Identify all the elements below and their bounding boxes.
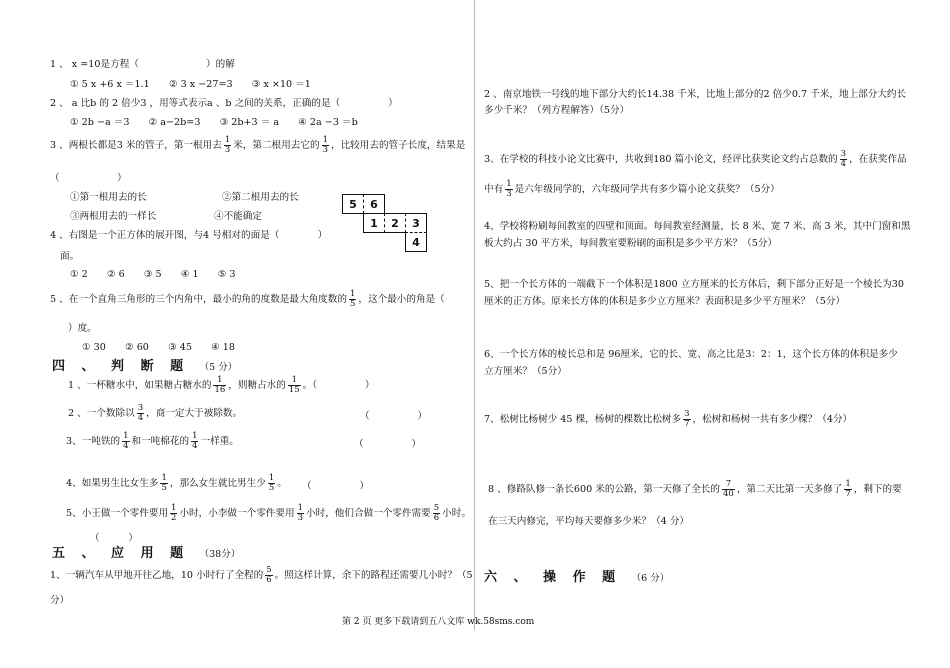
question-5	[50, 290, 445, 309]
q3-option-1: ①第一根用去的长	[70, 192, 147, 203]
problem-3-line2: 中有 $\frac{1}{3}$ 是六年级同学的，六年级同学共有多少篇小论文获奖？（5分）	[484, 179, 780, 199]
fraction: $\frac{7}{40}$	[722, 479, 734, 499]
q3-paren: （ ）	[50, 173, 127, 184]
fraction: $\frac{5}{6}$	[266, 565, 272, 585]
question-2-options: ① 2b −a ＝3 ② a−2b=3 ③ 2b+3 ＝ a ④ 2a −3 ＝b	[70, 117, 358, 128]
problem-2-line1: 2 、南京地铁一号线的地下部分大约长14.38 千米，比地上部分的2 倍少0.7 千米，地上部分大约长	[484, 89, 907, 100]
fraction: $\frac{1}{5}$	[268, 473, 275, 493]
fraction: $\frac{1}{5}$	[161, 473, 167, 493]
problem-4-line2: 板大约占 30 平方米，每间教室要粉刷的面积是多少平方米？（5分）	[484, 238, 778, 249]
q3-text-b: 米，第二根用去它的	[233, 140, 320, 151]
problem-5-line2: 厘米的正方体。原来长方体的体积是多少立方厘米？表面积是多少平方厘米？（5分）	[484, 296, 846, 307]
q3-option-3: ③两根用去的一样长	[70, 211, 157, 222]
q5-text-a: 5 、在一个直角三角形的三个内角中，最小的角的度数是最大角度数的	[50, 294, 347, 305]
judge-4-paren: （ ）	[302, 481, 370, 492]
problem-2-line2: 多少千米？（列方程解答）（5分）	[484, 105, 630, 116]
q5-text-b: ，这个最小的角是（	[358, 294, 445, 305]
fraction: $\frac{1}{4}$	[123, 431, 129, 451]
fraction: $\frac{1}{4}$	[192, 431, 198, 451]
page-footer: 第 2 页 更多下载请到五八文库 wk.58sms.com	[342, 617, 535, 627]
problem-5-line1: 5、把一个长方体的一端截下一个体积是1800 立方厘米的长方体后，剩下部分正好是一个棱长为30	[484, 279, 904, 290]
net-face-1: 1	[363, 213, 385, 233]
net-face-5: 5	[342, 194, 364, 214]
net-face-2: 2	[384, 213, 406, 233]
fraction: $\frac{1}{15}$	[288, 375, 300, 395]
fraction: $\frac{1}{3}$	[506, 179, 512, 199]
problem-8-line1: 8 、修路队修一条长600 米的公路，第一天修了全长的 $\frac{7}{40}$ ，第二天比第一天多修了 $\frac{1}{7}$ ，剩下的要	[488, 479, 902, 499]
judge-4: 4、如果男生比女生多 $\frac{1}{5}$ ，那么女生就比男生少 $\frac{1}{5}$ 。	[66, 473, 287, 493]
fraction: $\frac{1}{3}$	[224, 135, 231, 155]
section-5-heading: 五 、 应 用 题 （38分）	[52, 546, 241, 561]
section-6-heading: 六 、 操 作 题 （6 分）	[484, 570, 670, 585]
problem-3-line1: 3、在学校的科技小论文比赛中，共收到180 篇小论文，经评比获奖论文约占总数的 $\frac{3}{4}$ ，在获奖作品	[484, 149, 907, 169]
question-3	[50, 136, 465, 155]
judge-2-paren: （ ）	[360, 411, 428, 422]
judge-5-paren: （ ）	[90, 533, 138, 544]
q3-text-a: 3 、两根长都是3 米的管子，第一根用去	[50, 140, 222, 151]
section-4-heading: 四 、 判 断 题 （5 分）	[52, 359, 238, 374]
application-1-tail: 分）	[50, 595, 70, 606]
judge-5: 5、小王做一个零件要用 $\frac{1}{2}$ 小时，小李做一个零件要用 $\frac{1}{3}$ 小时，他们合做一个零件需要 $\frac{5}{6}$ 小时。	[66, 503, 471, 523]
question-4-text2: 面。	[60, 251, 80, 262]
problem-6-line1: 6、一个长方体的棱长总和是 96厘米，它的长、宽、高之比是3：2：1，这个长方体的体积是多少	[484, 349, 898, 360]
problem-6-line2: 立方厘米？（5分）	[484, 366, 567, 377]
judge-3: 3、一吨铁的 $\frac{1}{4}$ 和一吨棉花的 $\frac{1}{4}$ 一样重。	[66, 431, 239, 451]
net-face-6: 6	[363, 194, 385, 214]
application-1: 1、一辆汽车从甲地开往乙地，10 小时行了全程的 $\frac{5}{6}$ 。照这样计算，余下的路程还需要几小时？（5	[50, 565, 473, 585]
fraction: $\frac{3}{4}$	[840, 149, 847, 169]
problem-8-line2: 在三天内修完，平均每天要修多少米？（4 分）	[488, 516, 690, 527]
problem-4-line1: 4、学校将粉刷每间教室的四壁和顶面。每间教室经测量，长 8 米、宽 7 米、高 3 米，其中门窗和黑	[484, 221, 911, 232]
column-divider	[474, 0, 475, 630]
question-1	[50, 56, 235, 70]
question-4-options: ① 2 ② 6 ③ 5 ④ 1 ⑤ 3	[70, 269, 236, 280]
question-5-options: ① 30 ② 60 ③ 45 ④ 18	[82, 342, 235, 353]
fraction: $\frac{1}{16}$	[214, 375, 226, 395]
fraction: $\frac{3}{7}$	[684, 409, 690, 429]
question-1-text: 1 、 x =10是方程（ ）的解	[50, 59, 235, 70]
q3-option-2: ②第二根用去的长	[222, 192, 299, 203]
problem-7: 7、松树比杨树少 45 棵，杨树的棵数比松树多 $\frac{3}{7}$ ，松树和杨树一共有多少棵？（4分）	[484, 409, 853, 429]
question-5-text2: ）度。	[68, 323, 97, 334]
judge-2: 2 、一个数除以 $\frac{3}{4}$ ，商一定大于被除数。	[68, 403, 243, 423]
fraction: $\frac{1}{3}$	[297, 503, 304, 523]
fraction: $\frac{1}{7}$	[845, 479, 851, 499]
net-face-4: 4	[405, 232, 427, 252]
fraction: $\frac{3}{4}$	[137, 403, 144, 423]
judge-3-paren: （ ）	[354, 439, 422, 450]
q3-option-4: ④不能确定	[214, 211, 262, 222]
fraction: $\frac{1}{5}$	[349, 289, 356, 309]
fraction: $\frac{1}{3}$	[322, 135, 328, 155]
question-4: 4 、右图是一个正方体的展开图，与4 号相对的面是（ ）	[50, 230, 328, 241]
fraction: $\frac{1}{2}$	[171, 503, 177, 523]
question-2: 2 、 a 比b 的 2 倍少3 ，用等式表示a 、b 之间的关系，正确的是（ ）	[50, 98, 398, 109]
q3-text-c: ，比较用去的管子长度，结果是	[331, 140, 466, 151]
question-1-options: ① 5 x +6 x ＝1.1 ② 3 x −27=3 ③ x ×10 ＝1	[70, 79, 311, 90]
judge-1: 1 、一杯糖水中，如果糖占糖水的 $\frac{1}{16}$ ，则糖占水的 $\frac{1}{15}$ 。（ ）	[68, 375, 375, 395]
net-face-3: 3	[405, 213, 427, 233]
fraction: $\frac{5}{6}$	[433, 503, 440, 523]
